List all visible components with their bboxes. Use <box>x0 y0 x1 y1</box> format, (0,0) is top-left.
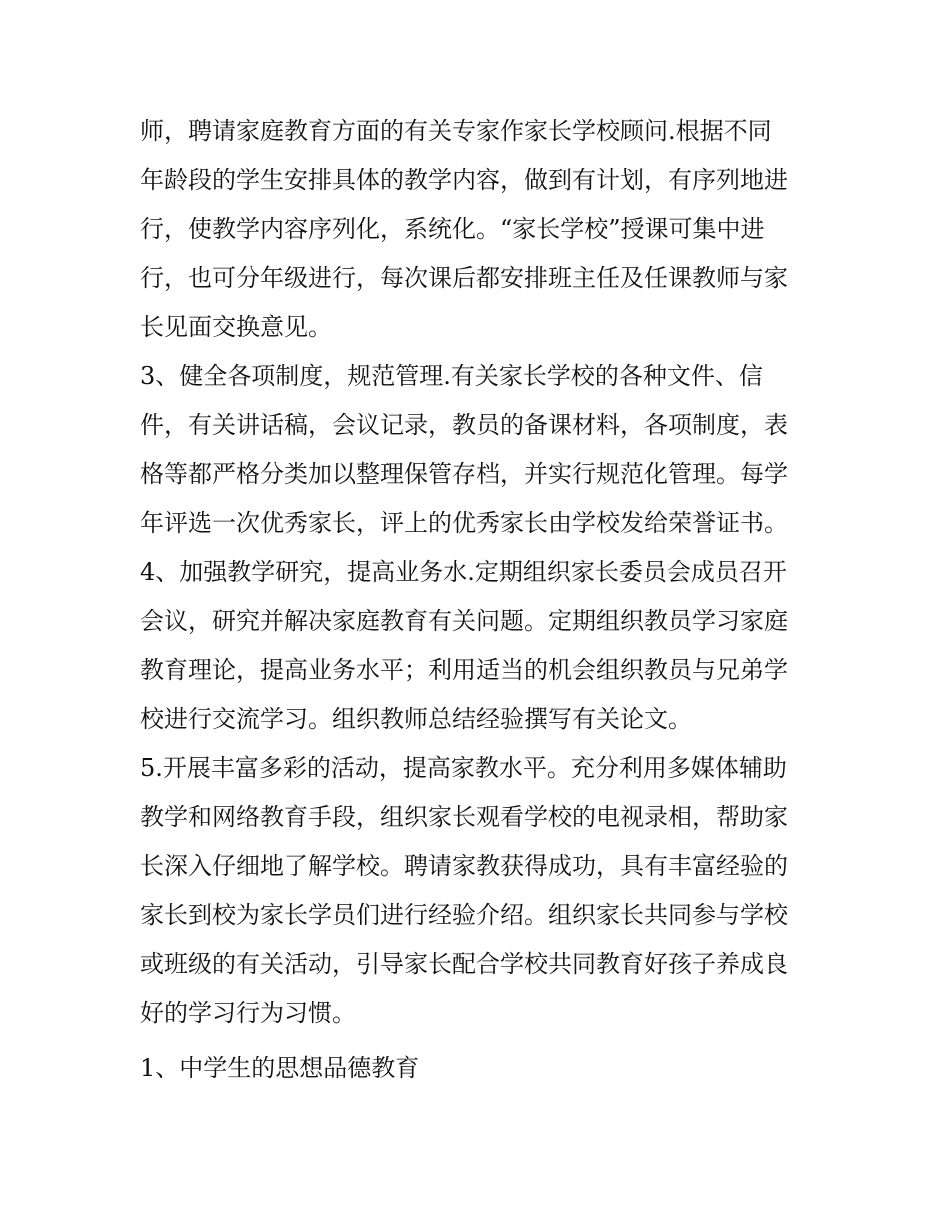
text-line: 件，有关讲话稿，会议记录，教员的备课材料，各项制度，表 <box>140 411 788 439</box>
text-line: 行，也可分年级进行，每次课后都安排班主任及任课教师与家 <box>140 264 788 292</box>
text-line: 长深入仔细地了解学校。聘请家教获得成功，具有丰富经验的 <box>140 852 788 880</box>
text-line: 会议，研究并解决家庭教育有关问题。定期组织教员学习家庭 <box>140 607 788 635</box>
text-line: 师，聘请家庭教育方面的有关专家作家长学校顾问.根据不同 <box>140 117 772 145</box>
text-line: 教育理论，提高业务水平；利用适当的机会组织教员与兄弟学 <box>140 656 788 684</box>
text-line: 行，使教学内容序列化，系统化。“家长学校”授课可集中进 <box>140 215 765 243</box>
text-line: 5.开展丰富多彩的活动，提高家教水平。充分利用多媒体辅助 <box>140 754 787 782</box>
text-line: 或班级的有关活动，引导家长配合学校共同教育好孩子养成良 <box>140 950 788 978</box>
text-line: 教学和网络教育手段，组织家长观看学校的电视录相，帮助家 <box>140 803 788 831</box>
text-line: 3、健全各项制度，规范管理.有关家长学校的各种文件、信 <box>140 362 763 390</box>
text-line: 好的学习行为习惯。 <box>140 999 356 1027</box>
text-line: 长见面交换意见。 <box>140 313 332 341</box>
text-line: 格等都严格分类加以整理保管存档，并实行规范化管理。每学 <box>140 460 788 488</box>
text-line: 家长到校为家长学员们进行经验介绍。组织家长共同参与学校 <box>140 901 788 929</box>
text-line: 年评选一次优秀家长，评上的优秀家长由学校发给荣誉证书。 <box>140 509 788 537</box>
text-line: 4、加强教学研究，提高业务水.定期组织家长委员会成员召开 <box>140 558 787 586</box>
section-heading: 1、中学生的思想品德教育 <box>140 1054 420 1082</box>
text-line: 校进行交流学习。组织教师总结经验撰写有关论文。 <box>140 705 692 733</box>
text-line: 年龄段的学生安排具体的教学内容，做到有计划，有序列地进 <box>140 166 788 194</box>
document-body <box>140 107 820 1093</box>
